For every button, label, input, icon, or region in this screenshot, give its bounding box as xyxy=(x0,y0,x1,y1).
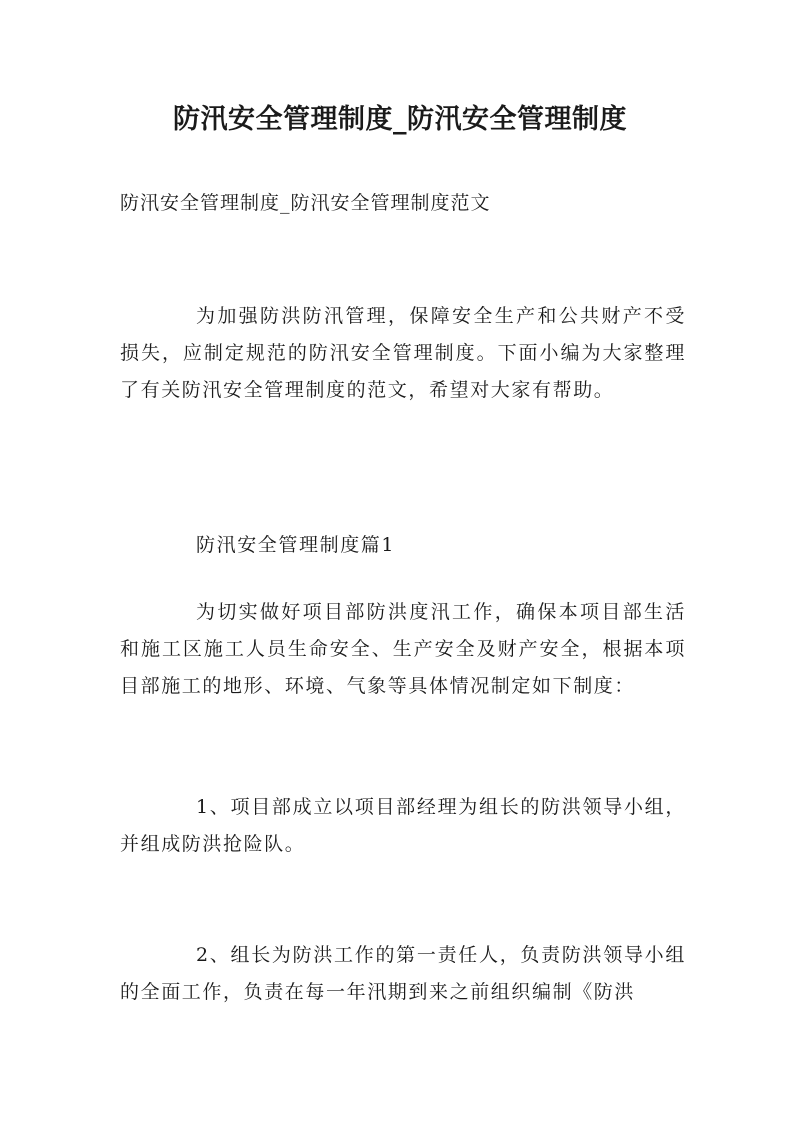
document-title: 防汛安全管理制度_防汛安全管理制度 xyxy=(173,104,627,135)
rule-item: 2、组长为防洪工作的第一责任人，负责防洪领导小组的全面工作，负责在每一年汛期到来之前组织编制《防洪 xyxy=(120,944,686,1003)
rule-item: 1、项目部成立以项目部经理为组长的防洪领导小组，并组成防洪抢险队。 xyxy=(120,796,686,855)
intro-paragraph: 为加强防洪防汛管理，保障安全生产和公共财产不受损失，应制定规范的防汛安全管理制度。下面小编为大家整理了有关防汛安全管理制度的范文，希望对大家有帮助。 xyxy=(120,305,686,401)
document-subtitle: 防汛安全管理制度_防汛安全管理制度范文 xyxy=(120,192,491,214)
body-paragraph: 为切实做好项目部防洪度汛工作，确保本项目部生活和施工区施工人员生命安全、生产安全及财产安全，根据本项目部施工的地形、环境、气象等具体情况制定如下制度： xyxy=(120,601,686,697)
section-heading: 防汛安全管理制度篇1 xyxy=(196,534,396,556)
